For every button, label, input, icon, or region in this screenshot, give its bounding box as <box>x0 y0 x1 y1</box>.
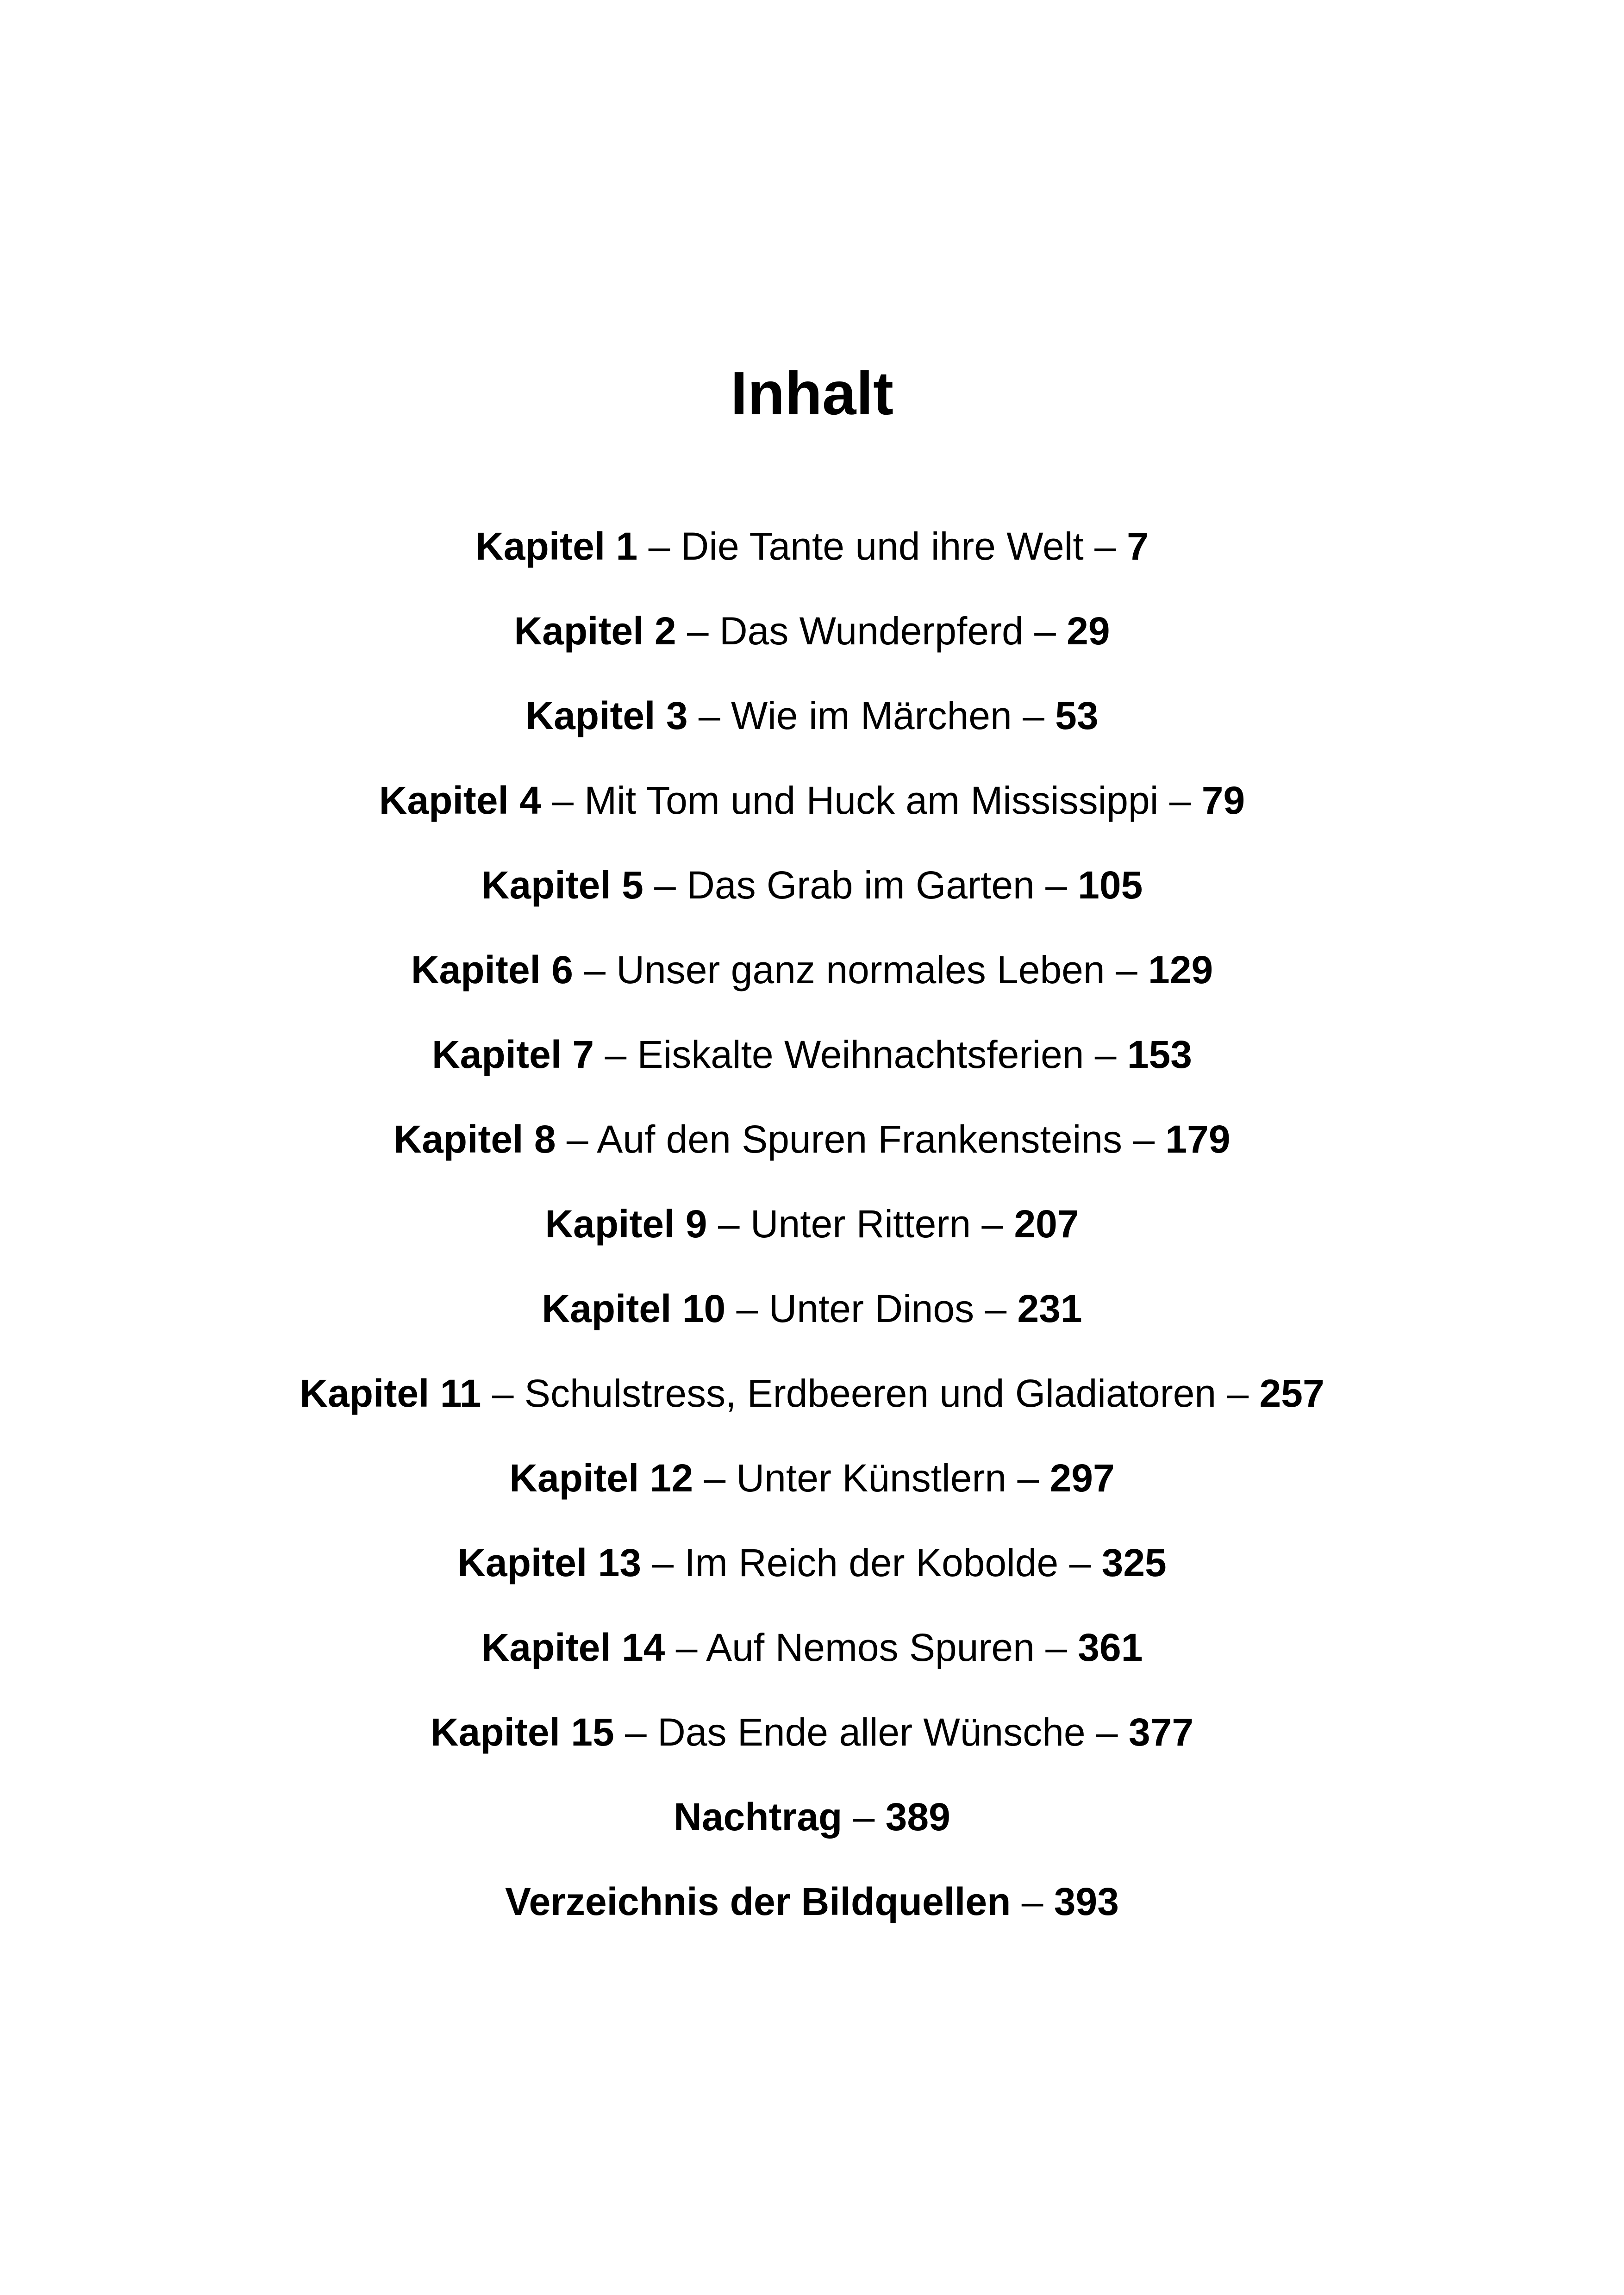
toc-entry-dash: – <box>1094 1033 1117 1076</box>
toc-entry-dash: – <box>652 1541 674 1584</box>
toc-entry-dash: – <box>1227 1372 1249 1415</box>
toc-entry-dash: – <box>605 1033 627 1076</box>
toc-entry-page-number: 105 <box>1078 863 1143 907</box>
toc-entry-label: Nachtrag <box>674 1795 843 1839</box>
toc-entry-dash: – <box>1045 863 1067 907</box>
toc-entry-label: Kapitel 2 <box>514 609 676 653</box>
toc-entry-title: Unter Dinos <box>768 1287 974 1330</box>
toc-entry <box>0 1533 1624 1617</box>
toc-entry-page-number: 297 <box>1049 1456 1115 1500</box>
toc-entry <box>0 1448 1624 1533</box>
toc-entry-dash: – <box>718 1202 740 1246</box>
toc-entry-dash: – <box>1045 1626 1067 1669</box>
toc-entry-label: Kapitel 4 <box>379 779 541 822</box>
toc-entry <box>0 1278 1624 1363</box>
toc-entry-dash: – <box>625 1710 647 1754</box>
toc-entry-page-number: 79 <box>1201 779 1245 822</box>
toc-entry-dash: – <box>566 1117 588 1161</box>
toc-entry-title: Unter Rittern <box>750 1202 971 1246</box>
toc-entry-page-number: 393 <box>1054 1880 1119 1923</box>
toc-entry <box>0 686 1624 770</box>
toc-entry-page-number: 377 <box>1128 1710 1194 1754</box>
toc-entry-dash: – <box>1021 1880 1043 1923</box>
toc-entry-label: Kapitel 8 <box>394 1117 556 1161</box>
toc-entry-title: Das Ende aller Wünsche <box>657 1710 1086 1754</box>
table-of-contents <box>0 516 1624 1956</box>
toc-entry-page-number: 53 <box>1055 694 1099 737</box>
toc-entry-dash: – <box>1034 609 1056 653</box>
toc-entry <box>0 770 1624 855</box>
toc-entry <box>0 1617 1624 1702</box>
toc-entry-label: Kapitel 9 <box>545 1202 707 1246</box>
toc-entry-dash: – <box>552 779 574 822</box>
toc-entry-title: Wie im Märchen <box>731 694 1012 737</box>
toc-entry-title: Auf den Spuren Frankensteins <box>597 1117 1122 1161</box>
toc-entry-title: Mit Tom und Huck am Mississippi <box>584 779 1159 822</box>
toc-entry <box>0 940 1624 1024</box>
toc-entry-dash: – <box>1094 524 1116 568</box>
toc-entry-dash: – <box>1069 1541 1091 1584</box>
toc-entry-label: Kapitel 14 <box>481 1626 665 1669</box>
toc-entry-dash: – <box>1023 694 1044 737</box>
toc-entry-page-number: 231 <box>1017 1287 1082 1330</box>
toc-entry-dash: – <box>675 1626 698 1669</box>
toc-entry-page-number: 207 <box>1014 1202 1079 1246</box>
toc-entry-dash: – <box>584 948 606 992</box>
toc-entry-title: Im Reich der Kobolde <box>684 1541 1059 1584</box>
toc-entry <box>0 1109 1624 1194</box>
toc-entry-title: Unter Künstlern <box>736 1456 1007 1500</box>
toc-entry-dash: – <box>648 524 670 568</box>
toc-entry-dash: – <box>704 1456 726 1500</box>
toc-entry-label: Kapitel 12 <box>509 1456 693 1500</box>
toc-entry-dash: – <box>687 609 709 653</box>
toc-entry-dash: – <box>654 863 676 907</box>
toc-entry <box>0 1871 1624 1956</box>
toc-entry-dash: – <box>1133 1117 1155 1161</box>
toc-entry-page-number: 325 <box>1101 1541 1167 1584</box>
toc-entry-dash: – <box>985 1287 1007 1330</box>
toc-entry-label: Kapitel 6 <box>411 948 573 992</box>
toc-entry-title: Unser ganz normales Leben <box>616 948 1105 992</box>
toc-entry-page-number: 389 <box>885 1795 950 1839</box>
toc-entry <box>0 1194 1624 1278</box>
toc-entry-dash: – <box>1169 779 1191 822</box>
toc-entry <box>0 1363 1624 1448</box>
toc-entry-label: Kapitel 5 <box>481 863 643 907</box>
toc-entry-label: Verzeichnis der Bildquellen <box>505 1880 1011 1923</box>
toc-entry-page-number: 7 <box>1127 524 1149 568</box>
toc-entry-dash: – <box>981 1202 1004 1246</box>
toc-entry-dash: – <box>492 1372 514 1415</box>
toc-entry <box>0 855 1624 940</box>
toc-entry <box>0 516 1624 601</box>
toc-entry-label: Kapitel 3 <box>525 694 688 737</box>
toc-entry-page-number: 361 <box>1078 1626 1143 1669</box>
toc-entry-title: Das Wunderpferd <box>719 609 1024 653</box>
toc-entry-label: Kapitel 10 <box>542 1287 726 1330</box>
toc-entry-dash: – <box>1115 948 1137 992</box>
toc-entry-page-number: 29 <box>1067 609 1110 653</box>
toc-entry-dash: – <box>1017 1456 1039 1500</box>
toc-entry-dash: – <box>698 694 720 737</box>
toc-entry-title: Das Grab im Garten <box>687 863 1035 907</box>
toc-entry-title: Auf Nemos Spuren <box>706 1626 1035 1669</box>
toc-entry-label: Kapitel 1 <box>475 524 638 568</box>
toc-entry-label: Kapitel 7 <box>431 1033 594 1076</box>
toc-entry <box>0 1787 1624 1871</box>
toc-entry <box>0 1024 1624 1109</box>
toc-entry-page-number: 179 <box>1165 1117 1230 1161</box>
page-title: Inhalt <box>731 359 893 427</box>
toc-entry-title: Eiskalte Weihnachtsferien <box>637 1033 1084 1076</box>
toc-entry-label: Kapitel 13 <box>457 1541 642 1584</box>
toc-entry-page-number: 257 <box>1259 1372 1324 1415</box>
toc-entry-label: Kapitel 15 <box>430 1710 614 1754</box>
toc-entry-title: Schulstress, Erdbeeren und Gladiatoren <box>524 1372 1217 1415</box>
toc-entry <box>0 601 1624 686</box>
toc-entry-dash: – <box>1096 1710 1118 1754</box>
toc-entry-page-number: 153 <box>1127 1033 1192 1076</box>
toc-entry-dash: – <box>853 1795 875 1839</box>
toc-entry <box>0 1702 1624 1787</box>
toc-entry-dash: – <box>736 1287 758 1330</box>
toc-entry-title: Die Tante und ihre Welt <box>681 524 1084 568</box>
toc-entry-label: Kapitel 11 <box>300 1372 481 1415</box>
toc-entry-page-number: 129 <box>1148 948 1213 992</box>
